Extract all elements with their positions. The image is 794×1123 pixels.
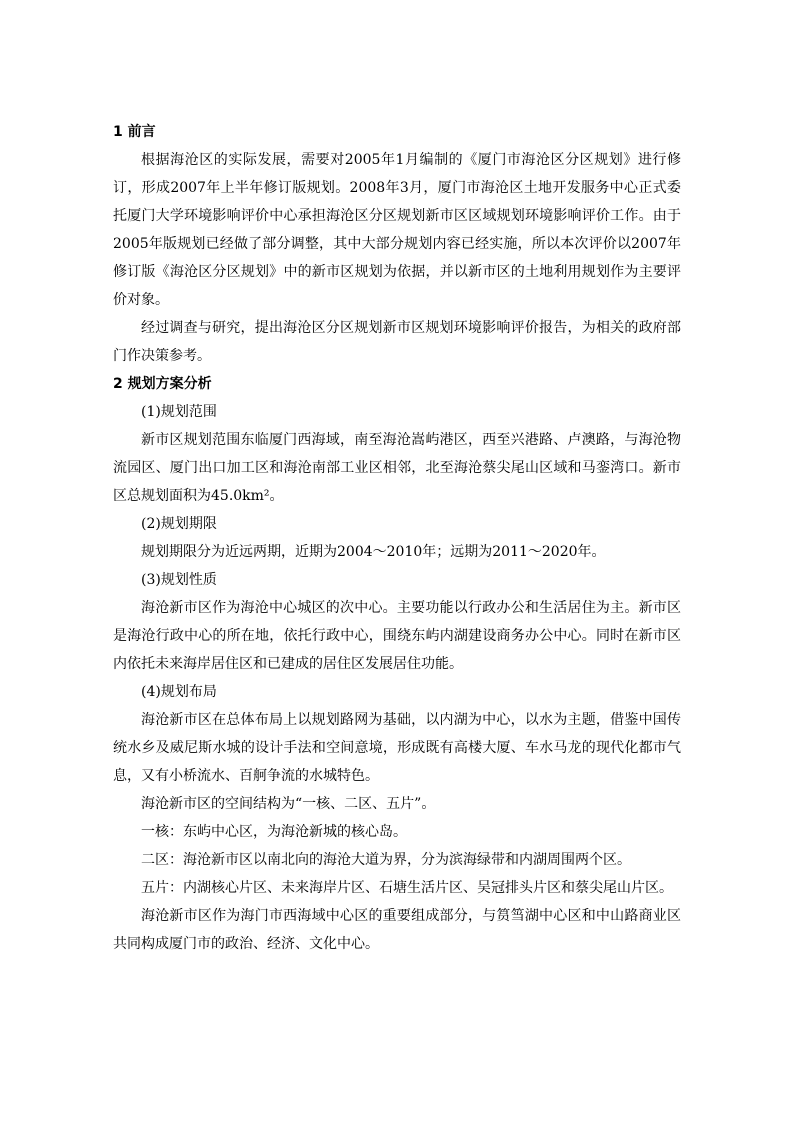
layout-paragraph-6: 海沧新市区作为海门市西海域中心区的重要组成部分，与筼筜湖中心区和中山路商业区共同构成厦门市的政治、经济、文化中心。: [113, 908, 681, 952]
layout-paragraph-1: 海沧新市区在总体布局上以规划路网为基础，以内湖为中心，以水为主题，借鉴中国传统水乡及威尼斯水城的设计手法和空间意境，形成既有高楼大厦、车水马龙的现代化都市气息，又有小桥流水、百舸争流的水城特色。: [113, 712, 681, 784]
document-body: [113, 118, 681, 958]
period-paragraph: 规划期限分为近远两期，近期为2004～2010年；远期为2011～2020年。: [141, 544, 606, 560]
section-1-heading: 1 前言: [113, 124, 156, 140]
layout-subheading: (4)规划布局: [141, 684, 217, 700]
layout-paragraph-2: 海沧新市区的空间结构为“一核、二区、五片”。: [141, 796, 436, 812]
section-1-paragraph-1: 根据海沧区的实际发展，需要对2005年1月编制的《厦门市海沧区分区规划》进行修订，形成2007年上半年修订版规划。2008年3月，厦门市海沧区土地开发服务中心正式委托厦门大学环境影响评价中心承担海沧区分区规划新市区区域规划环境影响评价工作。由于2005年版规划已经做了部分调整，其中大部分规划内容已经实施，所以本次评价以2007年修订版《海沧区分区规划》中的新市区规划为依据，并以新市区的土地利用规划作为主要评价对象。: [113, 152, 681, 308]
period-subheading: (2)规划期限: [141, 516, 217, 532]
layout-paragraph-3: 一核：东屿中心区，为海沧新城的核心岛。: [141, 824, 407, 840]
nature-paragraph: 海沧新市区作为海沧中心城区的次中心。主要功能以行政办公和生活居住为主。新市区是海沧行政中心的所在地，依托行政中心，围绕东屿内湖建设商务办公中心。同时在新市区内依托未来海岸居住区和已建成的居住区发展居住功能。: [113, 600, 681, 672]
scope-paragraph: 新市区规划范围东临厦门西海域，南至海沧嵩屿港区，西至兴港路、卢澳路，与海沧物流园区、厦门出口加工区和海沧南部工业区相邻，北至海沧蔡尖尾山区域和马銮湾口。新市区总规划面积为45.0km²。: [113, 432, 681, 504]
section-2-heading: 2 规划方案分析: [113, 376, 212, 392]
layout-paragraph-4: 二区：海沧新市区以南北向的海沧大道为界，分为滨海绿带和内湖周围两个区。: [141, 852, 631, 868]
layout-paragraph-5: 五片：内湖核心片区、未来海岸片区、石塘生活片区、吴冠排头片区和蔡尖尾山片区。: [141, 880, 673, 896]
section-1-paragraph-2: 经过调查与研究，提出海沧区分区规划新市区规划环境影响评价报告，为相关的政府部门作决策参考。: [113, 320, 681, 364]
scope-subheading: (1)规划范围: [141, 404, 217, 420]
nature-subheading: (3)规划性质: [141, 572, 217, 588]
